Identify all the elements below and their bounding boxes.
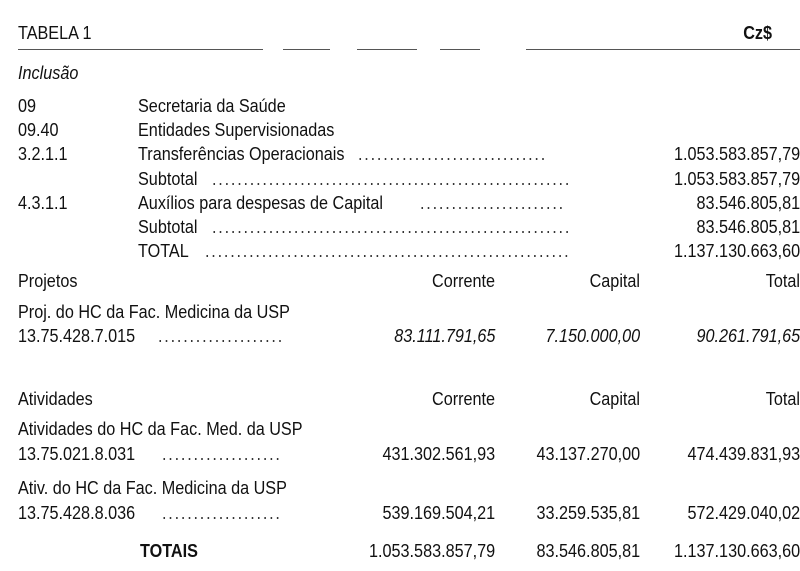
project-corrente: 83.111.791,65 (393, 326, 495, 346)
row-value: 1.053.583.857,79 (673, 169, 800, 189)
projetos-heading: Projetos (18, 271, 78, 291)
column-header-corrente: Corrente (431, 389, 495, 409)
row-description: Auxílios para despesas de Capital (138, 193, 383, 213)
dot-leader: ....................... (420, 193, 565, 213)
row-code: 09.40 (18, 120, 59, 140)
row-value: 83.546.805,81 (696, 217, 800, 237)
header-rule-1 (18, 49, 263, 50)
dot-leader: ......................................................... (212, 217, 572, 237)
header-rule-2 (283, 49, 330, 50)
row-description: Transferências Operacionais (138, 144, 345, 164)
atividades-heading: Atividades (18, 389, 93, 409)
row-description: Secretaria da Saúde (138, 96, 286, 116)
dot-leader: ......................................................... (212, 169, 572, 189)
row-description: Subtotal (138, 217, 198, 237)
row-value: 83.546.805,81 (696, 193, 800, 213)
section-heading: Inclusão (18, 63, 79, 83)
dot-leader: .......................................................... (205, 241, 571, 261)
column-header-total: Total (765, 389, 800, 409)
activity-total: 474.439.831,93 (687, 444, 800, 464)
row-value: 1.053.583.857,79 (673, 144, 800, 164)
project-name: Proj. do HC da Fac. Medicina da USP (18, 302, 290, 322)
column-header-total: Total (765, 271, 800, 291)
column-header-corrente: Corrente (431, 271, 495, 291)
row-code: 09 (18, 96, 37, 116)
activity-capital: 33.259.535,81 (536, 503, 640, 523)
activity-name: Ativ. do HC da Fac. Medicina da USP (18, 478, 287, 498)
dot-leader: .................... (158, 326, 285, 346)
totals-corrente: 1.053.583.857,79 (368, 541, 495, 561)
activity-name: Atividades do HC da Fac. Med. da USP (18, 419, 303, 439)
row-value: 1.137.130.663,60 (673, 241, 800, 261)
dot-leader: .............................. (358, 144, 548, 164)
activity-code: 13.75.428.8.036 (18, 503, 136, 523)
row-code: 3.2.1.1 (18, 144, 68, 164)
project-code: 13.75.428.7.015 (18, 326, 136, 346)
activity-total: 572.429.040,02 (687, 503, 800, 523)
row-description: Subtotal (138, 169, 198, 189)
row-code: 4.3.1.1 (18, 193, 68, 213)
column-header-capital: Capital (589, 389, 640, 409)
currency-label: Cz$ (743, 23, 772, 43)
table-title: TABELA 1 (18, 23, 92, 43)
dot-leader: ................... (162, 503, 282, 523)
activity-code: 13.75.021.8.031 (18, 444, 136, 464)
activity-corrente: 539.169.504,21 (382, 503, 495, 523)
activity-capital: 43.137.270,00 (536, 444, 640, 464)
dot-leader: ................... (162, 444, 282, 464)
project-total: 90.261.791,65 (696, 326, 800, 346)
row-description: Entidades Supervisionadas (138, 120, 335, 140)
row-description: TOTAL (138, 241, 189, 261)
activity-corrente: 431.302.561,93 (382, 444, 495, 464)
header-rule-5 (526, 49, 800, 50)
project-capital: 7.150.000,00 (545, 326, 640, 346)
header-rule-4 (440, 49, 480, 50)
totals-total: 1.137.130.663,60 (673, 541, 800, 561)
totals-capital: 83.546.805,81 (536, 541, 640, 561)
header-rule-3 (357, 49, 417, 50)
column-header-capital: Capital (589, 271, 640, 291)
totals-label: TOTAIS (140, 541, 198, 561)
